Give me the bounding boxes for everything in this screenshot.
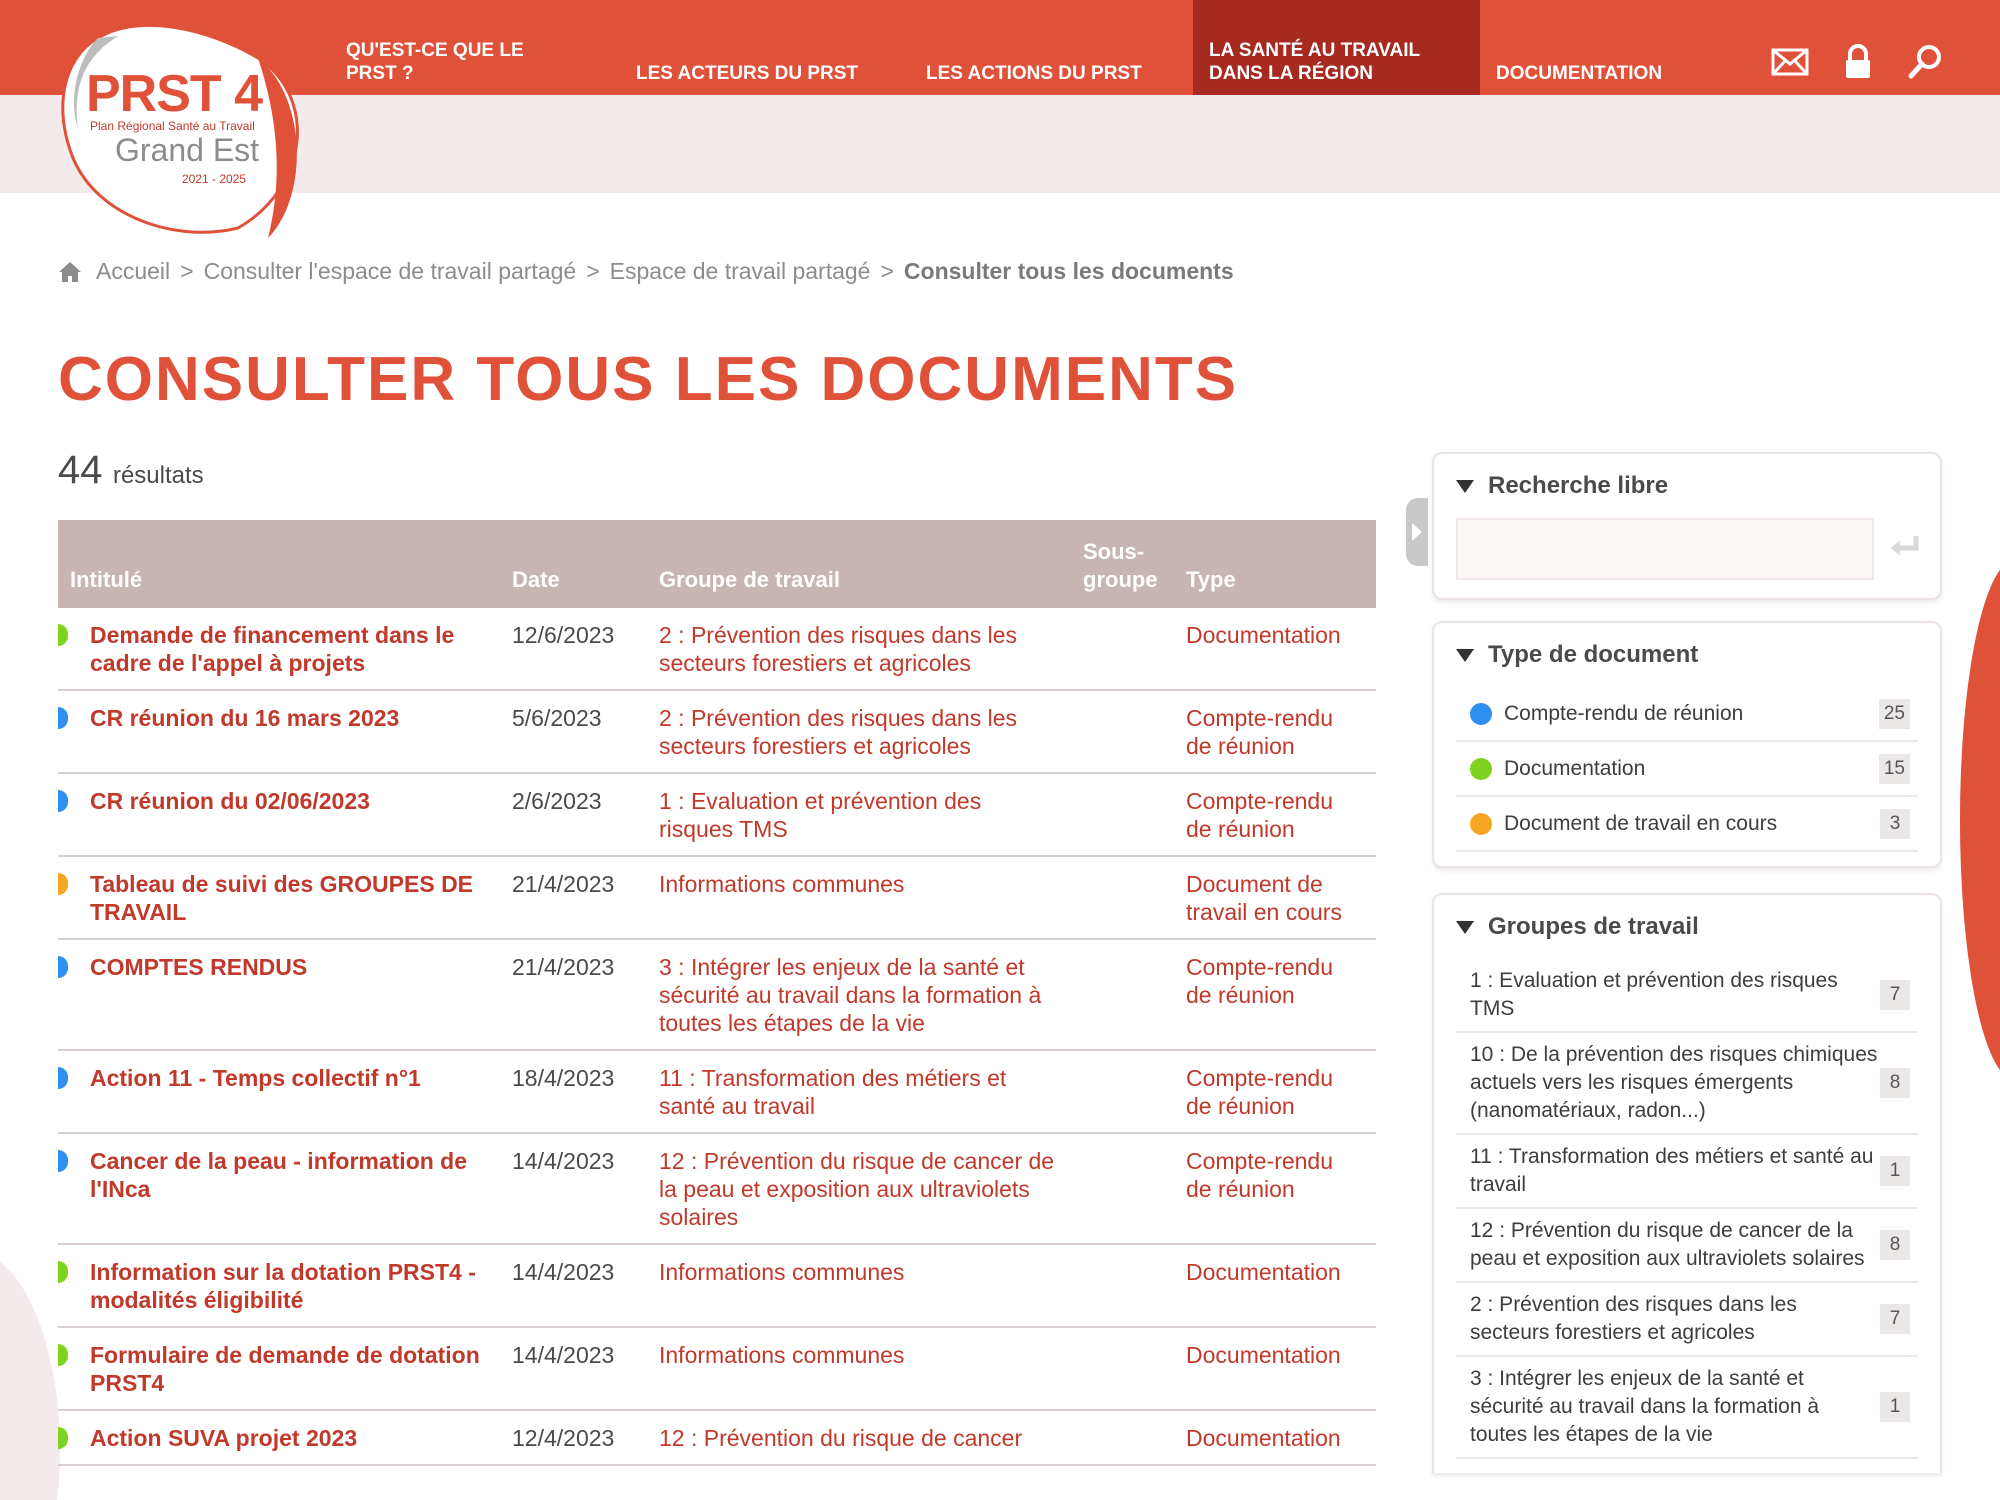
work-group-filter-item[interactable] bbox=[1456, 959, 1918, 1033]
document-work-group: 1 : Evaluation et prévention des risques TMS bbox=[659, 788, 982, 842]
page-title: CONSULTER TOUS LES DOCUMENTS bbox=[58, 345, 1239, 414]
document-subgroup bbox=[1071, 1411, 1174, 1464]
document-type: Documentation bbox=[1186, 622, 1341, 648]
document-title-link[interactable]: Information sur la dotation PRST4 - modalités éligibilité bbox=[90, 1259, 476, 1313]
document-subgroup bbox=[1071, 1328, 1174, 1409]
type-color-dot-icon bbox=[1470, 813, 1492, 835]
table-row[interactable] bbox=[58, 1245, 1376, 1328]
document-type-list bbox=[1434, 687, 1940, 866]
document-subgroup bbox=[1071, 1134, 1174, 1243]
document-type-panel bbox=[1432, 621, 1942, 868]
document-date: 14/4/2023 bbox=[512, 1148, 615, 1174]
decorative-shape-right bbox=[1960, 560, 2000, 1080]
document-date: 12/4/2023 bbox=[512, 1425, 615, 1451]
filter-item-count: 3 bbox=[1880, 809, 1910, 839]
table-row[interactable] bbox=[58, 1051, 1376, 1134]
filter-item-count: 8 bbox=[1880, 1068, 1910, 1098]
document-work-group: 3 : Intégrer les enjeux de la santé et sécurité au travail dans la formation à toutes les étapes de la vie bbox=[659, 954, 1042, 1036]
document-type: Compte-rendu de réunion bbox=[1186, 954, 1334, 1008]
collapse-triangle-icon bbox=[1456, 649, 1474, 662]
document-type-filter-item[interactable] bbox=[1456, 797, 1918, 852]
document-date: 14/4/2023 bbox=[512, 1259, 615, 1285]
document-work-group: 12 : Prévention du risque de cancer bbox=[659, 1425, 1023, 1451]
free-search-input[interactable] bbox=[1456, 518, 1874, 580]
document-subgroup bbox=[1071, 608, 1174, 689]
collapse-triangle-icon bbox=[1456, 921, 1474, 934]
column-header-title[interactable]: Intitulé bbox=[70, 567, 143, 592]
mail-icon[interactable] bbox=[1770, 42, 1810, 82]
documents-table bbox=[58, 520, 1376, 1466]
work-group-filter-item[interactable] bbox=[1456, 1135, 1918, 1209]
filter-item-count: 25 bbox=[1879, 699, 1910, 729]
document-type: Documentation bbox=[1186, 1259, 1341, 1285]
document-title-link[interactable]: Cancer de la peau - information de l'INca bbox=[90, 1148, 468, 1202]
breadcrumb-home[interactable]: Accueil bbox=[96, 258, 171, 284]
breadcrumb bbox=[58, 258, 1234, 285]
free-search-panel bbox=[1432, 452, 1942, 600]
document-date: 12/6/2023 bbox=[512, 622, 615, 648]
column-header-subgroup[interactable]: Sous- groupe bbox=[1083, 539, 1158, 592]
nav-item-what-is-prst[interactable]: QU'EST-CE QUE LE PRST ? bbox=[346, 40, 524, 84]
results-summary bbox=[58, 448, 204, 493]
lock-icon[interactable] bbox=[1838, 42, 1878, 82]
breadcrumb-separator: > bbox=[180, 258, 194, 284]
filter-item-label: 2 : Prévention des risques dans les secteurs forestiers et agricoles bbox=[1470, 1293, 1797, 1344]
filter-item-label: 10 : De la prévention des risques chimiques actuels vers les risques émergents (nanomatériaux, radon...) bbox=[1470, 1043, 1878, 1122]
document-title-link[interactable]: Tableau de suivi des GROUPES DE TRAVAIL bbox=[90, 871, 474, 925]
logo-title: PRST 4 bbox=[86, 65, 263, 123]
table-row[interactable] bbox=[58, 857, 1376, 940]
document-subgroup bbox=[1071, 940, 1174, 1049]
document-type: Compte-rendu de réunion bbox=[1186, 1065, 1334, 1119]
table-row[interactable] bbox=[58, 1411, 1376, 1466]
column-header-type[interactable]: Type bbox=[1186, 567, 1236, 592]
table-row[interactable] bbox=[58, 940, 1376, 1051]
free-search-field-wrap bbox=[1434, 518, 1940, 598]
filter-item-label: 3 : Intégrer les enjeux de la santé et sécurité au travail dans la formation à toutes les étapes de la vie bbox=[1470, 1367, 1820, 1446]
document-title-link[interactable]: Action 11 - Temps collectif n°1 bbox=[90, 1065, 421, 1091]
logo-years: 2021 - 2025 bbox=[182, 172, 247, 186]
column-header-date[interactable]: Date bbox=[512, 567, 560, 592]
filter-item-label: 11 : Transformation des métiers et santé au travail bbox=[1470, 1145, 1874, 1196]
filter-item-label: 12 : Prévention du risque de cancer de la peau et exposition aux ultraviolets solaires bbox=[1470, 1219, 1865, 1270]
table-row[interactable] bbox=[58, 608, 1376, 691]
document-type: Documentation bbox=[1186, 1342, 1341, 1368]
filter-item-count: 15 bbox=[1879, 754, 1910, 784]
nav-item-health-region[interactable]: LA SANTÉ AU TRAVAIL DANS LA RÉGION bbox=[1193, 0, 1480, 95]
document-type: Document de travail en cours bbox=[1186, 871, 1342, 925]
main-navigation bbox=[330, 0, 1740, 95]
document-subgroup bbox=[1071, 1245, 1174, 1326]
document-work-group: 2 : Prévention des risques dans les secteurs forestiers et agricoles bbox=[659, 622, 1017, 676]
breadcrumb-shared-space[interactable]: Espace de travail partagé bbox=[609, 258, 871, 284]
results-count: 44 bbox=[58, 448, 103, 492]
document-type: Documentation bbox=[1186, 1425, 1341, 1451]
document-type: Compte-rendu de réunion bbox=[1186, 705, 1334, 759]
table-row[interactable] bbox=[58, 774, 1376, 857]
document-type-panel-header[interactable] bbox=[1434, 623, 1940, 687]
filter-item-count: 1 bbox=[1880, 1392, 1910, 1422]
work-group-filter-item[interactable] bbox=[1456, 1357, 1918, 1459]
filter-item-count: 7 bbox=[1880, 980, 1910, 1010]
document-work-group: 12 : Prévention du risque de cancer de la peau et exposition aux ultraviolets solaires bbox=[659, 1148, 1055, 1230]
document-date: 14/4/2023 bbox=[512, 1342, 615, 1368]
document-subgroup bbox=[1071, 857, 1174, 938]
sidebar-collapse-toggle[interactable] bbox=[1406, 498, 1428, 566]
document-subgroup bbox=[1071, 1051, 1174, 1132]
document-type: Compte-rendu de réunion bbox=[1186, 1148, 1334, 1202]
type-color-dot-icon bbox=[1470, 703, 1492, 725]
nav-item-actors[interactable]: LES ACTEURS DU PRST bbox=[636, 63, 859, 84]
table-row[interactable] bbox=[58, 1328, 1376, 1411]
free-search-panel-header[interactable] bbox=[1434, 454, 1940, 518]
document-type-title: Type de document bbox=[1488, 641, 1699, 668]
filter-item-count: 7 bbox=[1880, 1304, 1910, 1334]
nav-item-actions[interactable]: LES ACTIONS DU PRST bbox=[926, 63, 1142, 84]
work-groups-list bbox=[1434, 959, 1940, 1473]
document-date: 2/6/2023 bbox=[512, 788, 602, 814]
document-date: 18/4/2023 bbox=[512, 1065, 615, 1091]
work-groups-panel bbox=[1432, 893, 1942, 1473]
document-work-group: Informations communes bbox=[659, 1342, 905, 1368]
document-title-link[interactable]: Formulaire de demande de dotation PRST4 bbox=[90, 1342, 480, 1396]
document-title-link[interactable]: COMPTES RENDUS bbox=[90, 954, 308, 980]
results-label: résultats bbox=[112, 462, 204, 489]
filter-item-label: Compte-rendu de réunion bbox=[1504, 701, 1744, 725]
work-groups-panel-header[interactable] bbox=[1434, 895, 1940, 959]
logo-region: Grand Est bbox=[115, 132, 260, 168]
nav-item-documentation[interactable]: DOCUMENTATION bbox=[1496, 63, 1663, 84]
document-work-group: 11 : Transformation des métiers et santé au travail bbox=[659, 1065, 1007, 1119]
table-header bbox=[58, 520, 1376, 608]
breadcrumb-separator: > bbox=[586, 258, 600, 284]
document-type-filter-item[interactable] bbox=[1456, 742, 1918, 797]
work-group-filter-item[interactable] bbox=[1456, 1209, 1918, 1283]
work-group-filter-item[interactable] bbox=[1456, 1033, 1918, 1135]
filter-item-label: Documentation bbox=[1504, 756, 1646, 780]
free-search-title: Recherche libre bbox=[1488, 472, 1669, 499]
enter-arrow-icon[interactable] bbox=[1886, 532, 1922, 564]
header-icons bbox=[1770, 42, 1946, 82]
home-icon[interactable] bbox=[58, 261, 82, 283]
document-date: 21/4/2023 bbox=[512, 871, 615, 897]
breadcrumb-shared-space-view[interactable]: Consulter l'espace de travail partagé bbox=[203, 258, 577, 284]
document-subgroup bbox=[1071, 691, 1174, 772]
document-title-link[interactable]: CR réunion du 16 mars 2023 bbox=[90, 705, 400, 731]
document-date: 21/4/2023 bbox=[512, 954, 615, 980]
table-row[interactable] bbox=[58, 691, 1376, 774]
collapse-triangle-icon bbox=[1456, 480, 1474, 493]
filter-item-count: 8 bbox=[1880, 1230, 1910, 1260]
document-title-link[interactable]: Action SUVA projet 2023 bbox=[90, 1425, 358, 1451]
work-group-filter-item[interactable] bbox=[1456, 1283, 1918, 1357]
search-icon[interactable] bbox=[1906, 42, 1946, 82]
decorative-shape-left bbox=[0, 1250, 60, 1500]
document-type: Compte-rendu de réunion bbox=[1186, 788, 1334, 842]
filter-item-label: Document de travail en cours bbox=[1504, 811, 1778, 835]
type-color-dot-icon bbox=[1470, 758, 1492, 780]
document-title-link[interactable]: Demande de financement dans le cadre de l'appel à projets bbox=[90, 622, 455, 676]
document-subgroup bbox=[1071, 774, 1174, 855]
document-work-group: Informations communes bbox=[659, 1259, 905, 1285]
filter-item-label: 1 : Evaluation et prévention des risques TMS bbox=[1470, 969, 1838, 1020]
filter-item-count: 1 bbox=[1880, 1156, 1910, 1186]
document-title-link[interactable]: CR réunion du 02/06/2023 bbox=[90, 788, 370, 814]
document-work-group: Informations communes bbox=[659, 871, 905, 897]
document-work-group: 2 : Prévention des risques dans les secteurs forestiers et agricoles bbox=[659, 705, 1017, 759]
prst4-logo[interactable] bbox=[58, 18, 308, 238]
document-date: 5/6/2023 bbox=[512, 705, 602, 731]
breadcrumb-separator: > bbox=[880, 258, 894, 284]
logo-subtitle: Plan Régional Santé au Travail bbox=[90, 119, 255, 133]
column-header-group[interactable]: Groupe de travail bbox=[659, 567, 840, 592]
table-row[interactable] bbox=[58, 1134, 1376, 1245]
breadcrumb-current: Consulter tous les documents bbox=[903, 258, 1234, 284]
document-type-filter-item[interactable] bbox=[1456, 687, 1918, 742]
table-body bbox=[58, 608, 1376, 1466]
work-groups-title: Groupes de travail bbox=[1488, 913, 1699, 940]
